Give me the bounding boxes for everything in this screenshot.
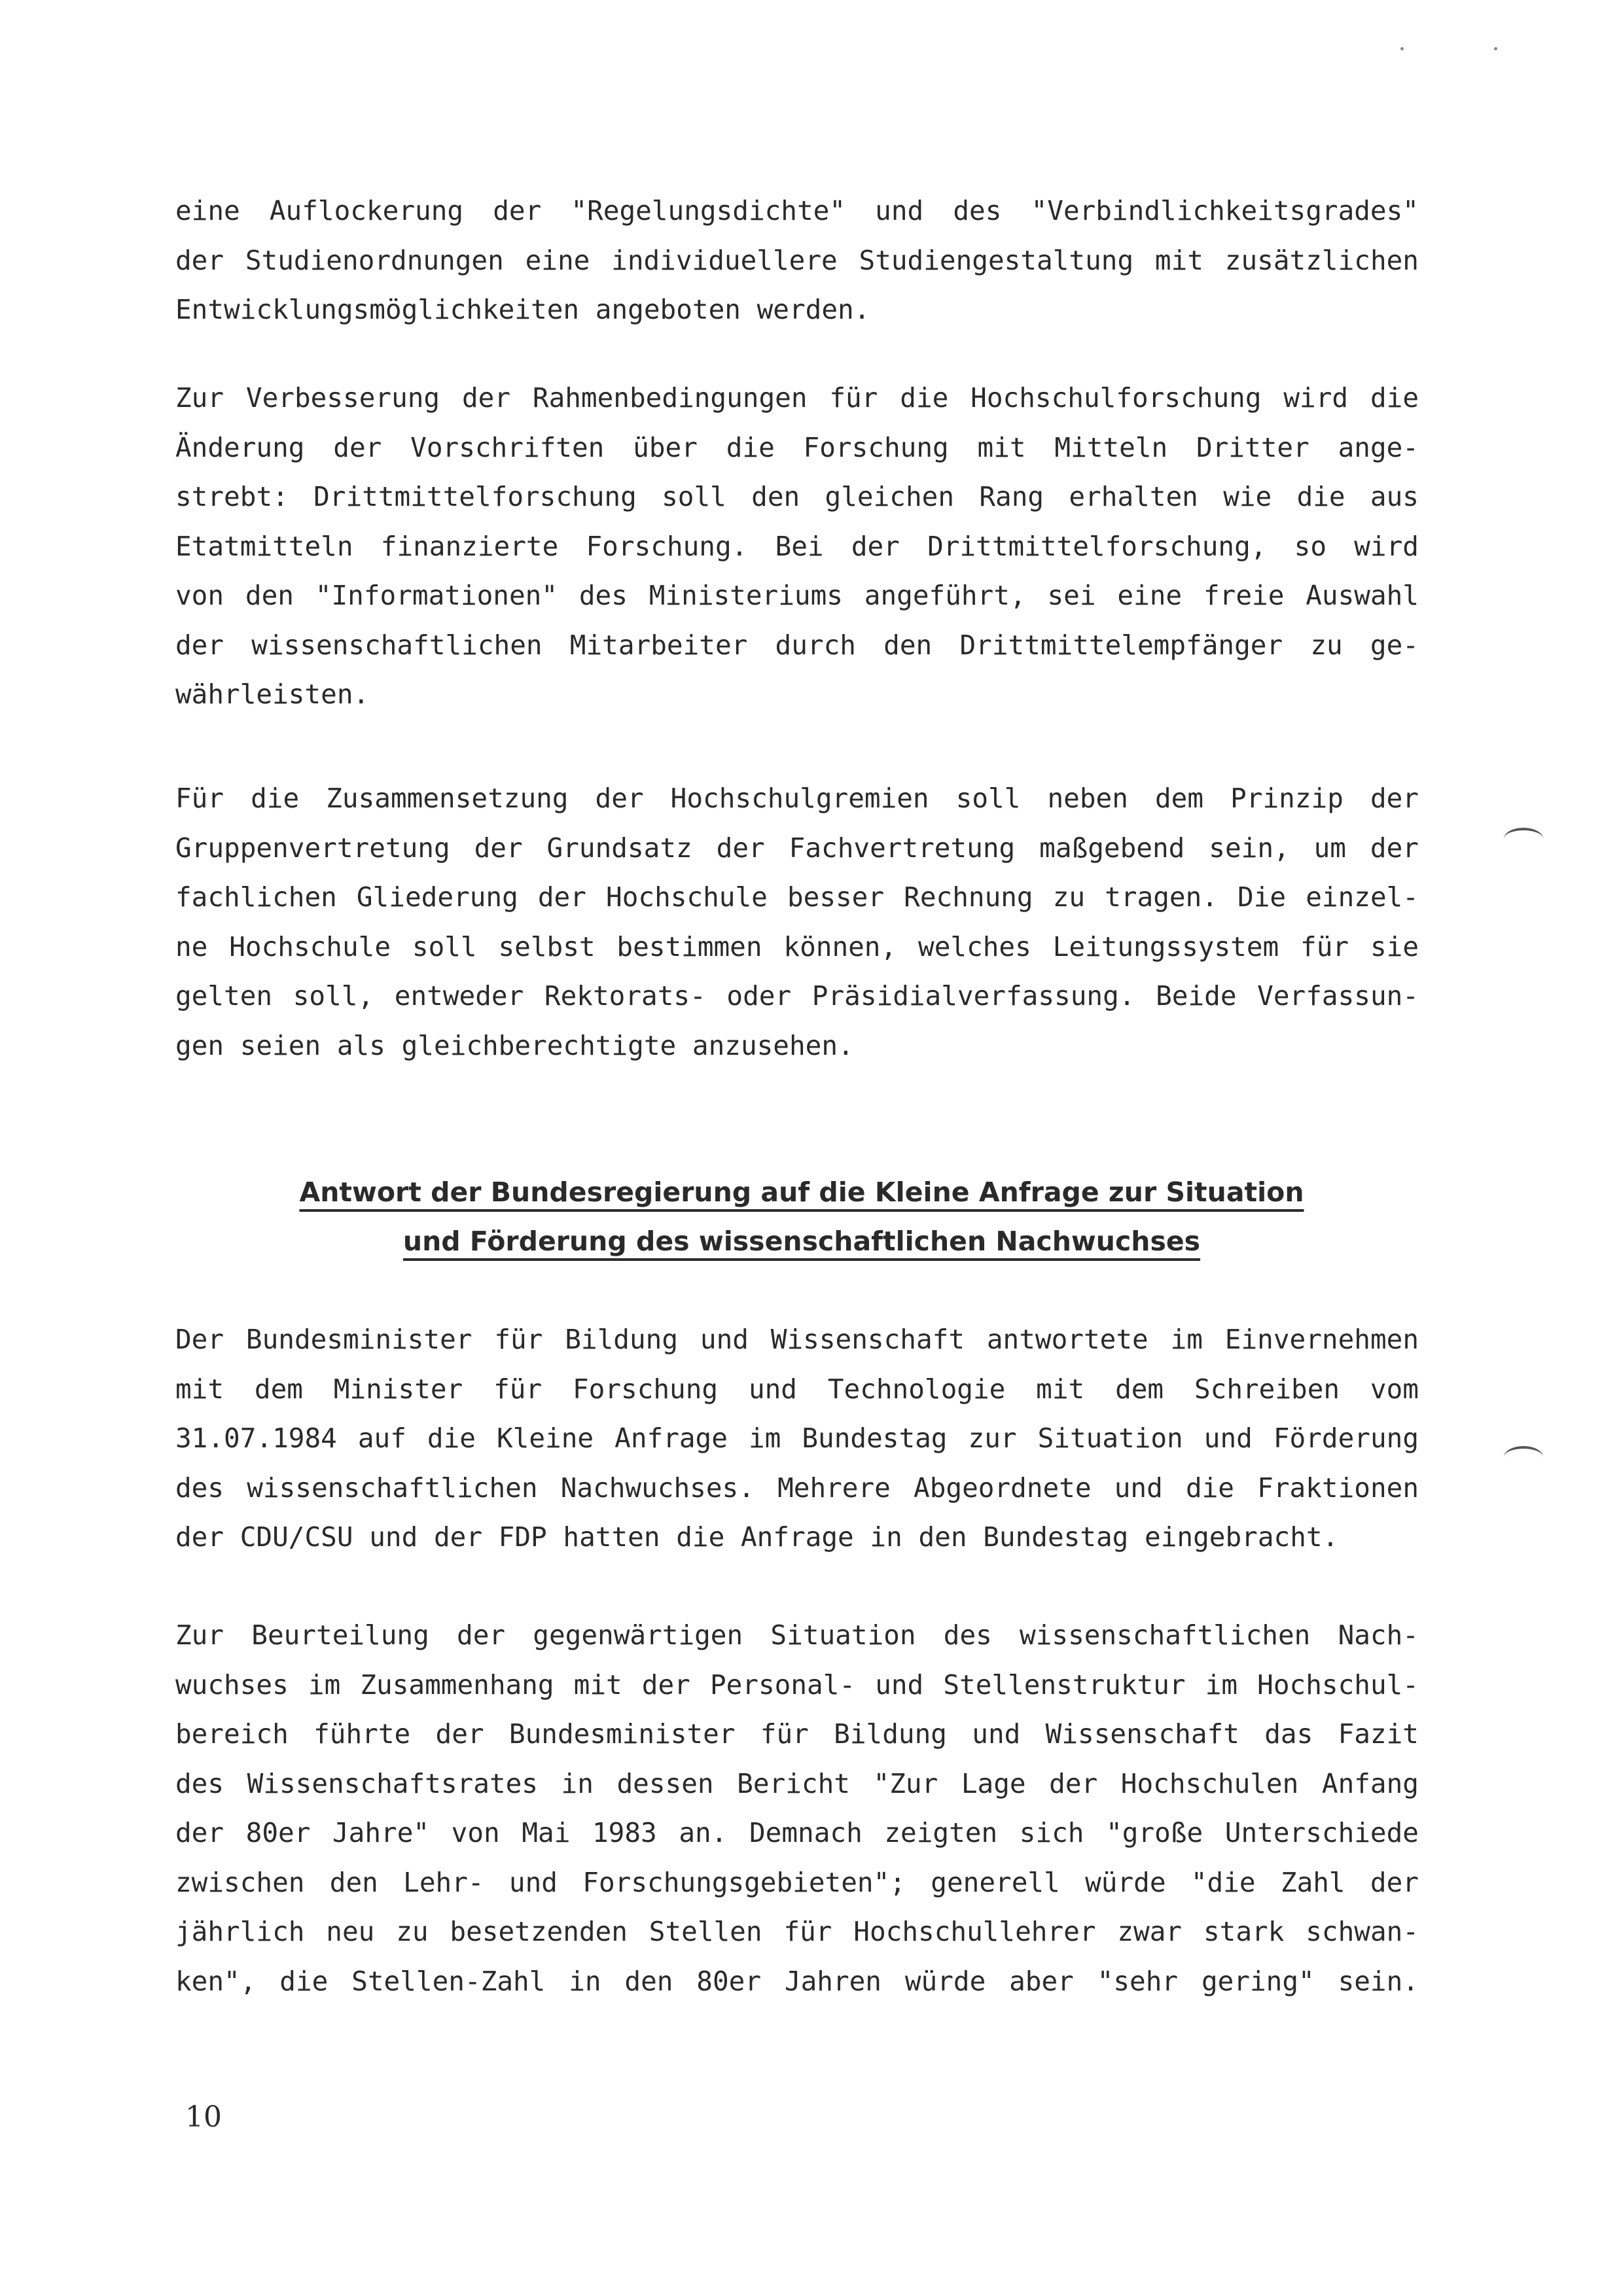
text-line: jährlich neu zu besetzenden Stellen für Hochschullehrer zwar stark schwan- [175,1916,1419,1947]
scan-speck [1400,47,1404,50]
text-line: Gruppenvertretung der Grundsatz der Fachvertretung maßgebend sein, um der [175,832,1419,864]
text-line: gelten soll, entweder Rektorats- oder Präsidialverfassung. Beide Verfassun- [175,980,1419,1012]
text-line: der wissenschaftlichen Mitarbeiter durch den Drittmittelempfänger zu ge- [175,629,1419,661]
text-line: wuchses im Zusammenhang mit der Personal- und Stellenstruktur im Hochschul- [175,1669,1419,1701]
text-line: gen seien als gleichberechtigte anzusehen. [175,1029,854,1061]
text-line: zwischen den Lehr- und Forschungsgebieten"; generell würde "die Zahl der [175,1866,1419,1898]
text-line: ken", die Stellen-Zahl in den 80er Jahren würde aber "sehr gering" sein. [175,1965,1419,1997]
text-line: 31.07.1984 auf die Kleine Anfrage im Bundestag zur Situation und Förderung [175,1422,1419,1454]
text-line: fachlichen Gliederung der Hochschule besser Rechnung zu tragen. Die einzel- [175,881,1419,913]
text-line: Für die Zusammensetzung der Hochschulgremien soll neben dem Prinzip der [175,783,1419,814]
punch-hole-mark [1504,828,1543,850]
text-line: Zur Verbesserung der Rahmenbedingungen für die Hochschulforschung wird die [175,382,1419,414]
text-line: Änderung der Vorschriften über die Forschung mit Mitteln Dritter ange- [175,431,1419,463]
scan-speck [1494,47,1497,50]
paragraph-2 [175,374,1419,720]
text-line: Der Bundesminister für Bildung und Wissenschaft antwortete im Einvernehmen [175,1324,1419,1355]
text-line: der CDU/CSU und der FDP hatten die Anfrage in den Bundestag eingebracht. [175,1521,1339,1553]
text-line: mit dem Minister für Forschung und Technologie mit dem Schreiben vom [175,1373,1419,1405]
paragraph-4 [175,1315,1419,1563]
paragraph-1 [175,186,1419,335]
text-line: der 80er Jahre" von Mai 1983 an. Demnach zeigten sich "große Unterschiede [175,1817,1419,1848]
text-line: der Studienordnungen eine individuellere Studiengestaltung mit zusätzlichen [175,244,1419,276]
paragraph-3 [175,774,1419,1070]
text-line: bereich führte der Bundesminister für Bildung und Wissenschaft das Fazit [175,1718,1419,1750]
punch-hole-mark [1504,1446,1543,1468]
text-line: eine Auflockerung der "Regelungsdichte" und des "Verbindlichkeitsgrades" [175,195,1419,226]
heading-line: und Förderung des wissenschaftlichen Nachwuchses [402,1226,1201,1257]
text-line: Etatmitteln finanzierte Forschung. Bei der Drittmittelforschung, so wird [175,530,1419,562]
text-line: des Wissenschaftsrates in dessen Bericht "Zur Lage der Hochschulen Anfang [175,1767,1419,1799]
text-line: Entwicklungsmöglichkeiten angeboten werden. [175,294,870,325]
text-line: von den "Informationen" des Ministeriums angeführt, sei eine freie Auswahl [175,580,1419,611]
section-heading [196,1168,1407,1266]
text-line: des wissenschaftlichen Nachwuchses. Mehrere Abgeordnete und die Fraktionen [175,1472,1419,1504]
page-number: 10 [185,2100,222,2134]
text-line: strebt: Drittmittelforschung soll den gleichen Rang erhalten wie die aus [175,481,1419,512]
text-line: Zur Beurteilung der gegenwärtigen Situation des wissenschaftlichen Nach- [175,1619,1419,1651]
text-line: währleisten. [175,679,370,710]
heading-line: Antwort der Bundesregierung auf die Kleine Anfrage zur Situation [299,1176,1304,1208]
paragraph-5 [175,1611,1419,2006]
text-line: ne Hochschule soll selbst bestimmen können, welches Leitungssystem für sie [175,930,1419,963]
